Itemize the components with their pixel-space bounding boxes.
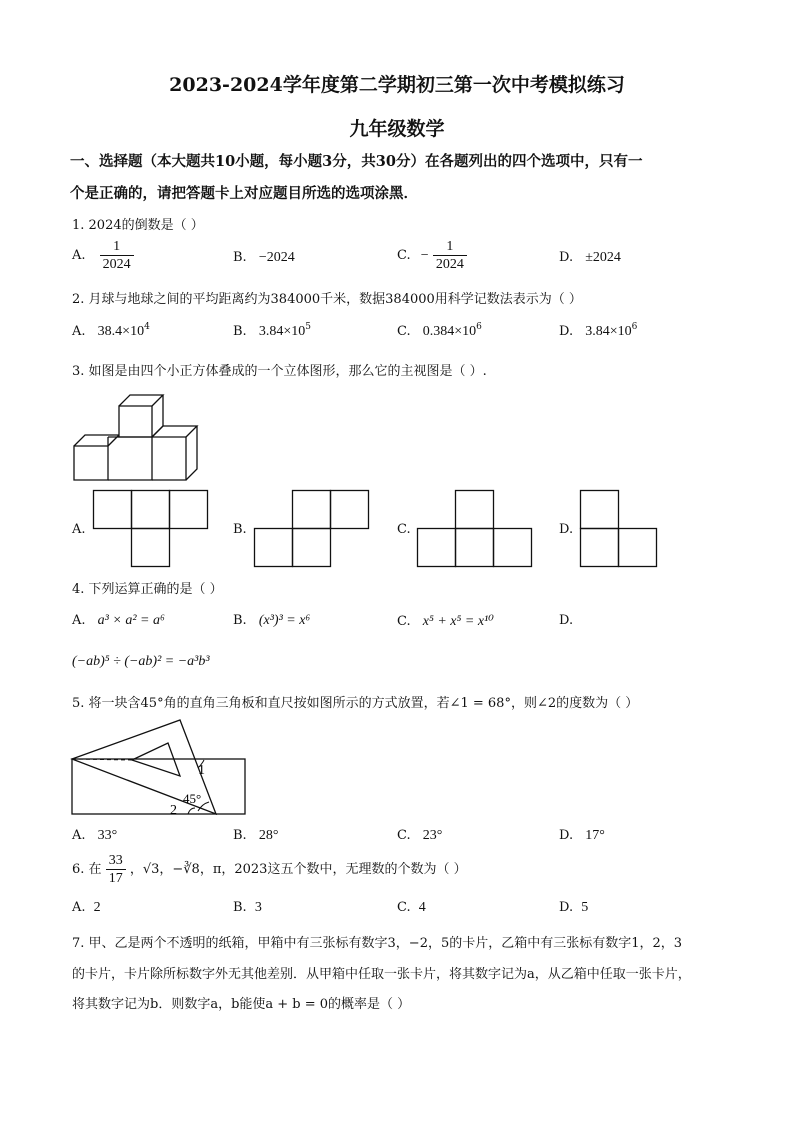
q6-items: ，√3，−∛8，π，2023这五个数中，无理数的个数为（ ） <box>129 862 467 877</box>
section-instructions-line1: 一、选择题（本大题共10小题，每小题3分，共30分）在各题列出的四个选项中，只有一 <box>70 153 643 170</box>
q5-a-label: A. <box>72 828 86 843</box>
q5-b-label: B. <box>233 828 247 843</box>
q5-b-value: 28° <box>258 828 279 843</box>
q6-c-label: C. <box>397 900 411 915</box>
q6-d-value: 5 <box>581 900 589 915</box>
q6-denominator: 17 <box>108 871 123 886</box>
q6-d-label: D. <box>559 900 574 915</box>
q1-c-numerator: 1 <box>433 238 467 256</box>
q1-a-fraction <box>100 238 134 273</box>
q1-c-sign: − <box>420 247 429 263</box>
q2-b-label: B. <box>233 324 247 339</box>
page-subtitle: 九年级数学 <box>349 118 445 140</box>
q5-option-d <box>559 828 605 844</box>
q1-b-value: −2024 <box>258 250 295 265</box>
q5-angle-2-label: 2 <box>170 803 177 818</box>
q3-cube-figure <box>70 388 200 483</box>
q3-stem: 3. 如图是由四个小正方体叠成的一个立体图形，那么它的主视图是（ ）. <box>72 364 487 379</box>
q6-option-c <box>397 900 426 916</box>
q4-c-label: C. <box>397 614 411 629</box>
q6-fraction <box>106 852 126 887</box>
q3-option-c-view <box>417 490 533 568</box>
q3-a-label: A. <box>72 522 86 537</box>
q6-b-label: B. <box>233 900 247 915</box>
page-title: 2023-2024学年度第二学期初三第一次中考模拟练习 <box>169 74 625 96</box>
q5-option-b <box>233 828 278 844</box>
q6-stem <box>72 852 467 887</box>
q2-c-label: C. <box>397 324 411 339</box>
q7-line3: 将其数字记为b．则数字a，b能使a + b = 0的概率是（ ） <box>72 997 411 1012</box>
q1-option-d <box>559 250 621 266</box>
q5-c-value: 23° <box>422 828 443 843</box>
q6-option-d <box>559 900 588 916</box>
q2-b-base: 3.84×10 <box>258 324 306 339</box>
q2-c-base: 0.384×10 <box>422 324 477 339</box>
q1-option-b <box>233 250 295 266</box>
q6-a-label: A. <box>72 900 86 915</box>
q2-option-d <box>559 322 637 340</box>
q1-c-fraction <box>433 238 467 273</box>
q5-stem: 5. 将一块含45°角的直角三角板和直尺按如图所示的方式放置，若∠1 = 68°，则∠2的度数为（ ） <box>72 696 639 711</box>
q1-d-value: ±2024 <box>585 250 621 265</box>
q5-c-label: C. <box>397 828 411 843</box>
q5-triangle-ruler-figure <box>70 718 248 818</box>
q4-d-expression: (−ab)⁵ ÷ (−ab)² = −a³b³ <box>72 654 210 669</box>
q3-d-label: D. <box>559 522 574 537</box>
q1-b-label: B. <box>233 250 247 265</box>
q3-option-b-view <box>254 490 370 568</box>
q1-c-label: C. <box>397 248 411 263</box>
q4-a-expression: a³ × a² = a⁶ <box>97 613 165 628</box>
q1-option-a <box>72 238 134 273</box>
q4-option-a <box>72 613 165 629</box>
q1-a-denominator: 2024 <box>102 257 131 272</box>
q2-d-label: D. <box>559 324 574 339</box>
q6-c-value: 4 <box>418 900 426 915</box>
q2-option-b <box>233 322 311 340</box>
q2-option-a <box>72 322 150 340</box>
q5-d-value: 17° <box>585 828 605 843</box>
q1-c-denominator: 2024 <box>435 257 464 272</box>
q7-line1: 7. 甲、乙是两个不透明的纸箱，甲箱中有三张标有数字3，−2，5的卡片，乙箱中有三张标有数字1，2，3 <box>72 936 683 951</box>
q5-a-value: 33° <box>97 828 118 843</box>
q6-numerator: 33 <box>106 852 126 870</box>
q6-option-a <box>72 900 101 916</box>
q2-option-c <box>397 322 482 340</box>
q6-option-b <box>233 900 262 916</box>
q3-option-a-view <box>93 490 209 568</box>
q1-option-c <box>397 238 467 273</box>
q1-stem: 1. 2024的倒数是（ ） <box>72 218 204 233</box>
q5-d-label: D. <box>559 828 574 843</box>
q4-stem: 4. 下列运算正确的是（ ） <box>72 582 223 597</box>
q5-option-a <box>72 828 117 844</box>
section-instructions-line2: 个是正确的，请把答题卡上对应题目所选的选项涂黑． <box>70 185 418 202</box>
q6-b-value: 3 <box>254 900 262 915</box>
q4-c-expression: x⁵ + x⁵ = x¹⁰ <box>422 614 494 629</box>
q2-a-base: 38.4×10 <box>97 324 145 339</box>
q2-a-label: A. <box>72 324 86 339</box>
q4-option-b <box>233 613 310 629</box>
q4-b-expression: (x³)³ = x⁶ <box>258 613 311 628</box>
q3-b-label: B. <box>233 522 247 537</box>
q5-angle-45-label: 45° <box>183 791 202 806</box>
q2-c-exponent: 6 <box>476 322 482 332</box>
q3-option-d-view <box>580 490 658 568</box>
q4-option-c <box>397 613 494 630</box>
q2-d-exponent: 6 <box>631 322 638 332</box>
q3-c-label: C. <box>397 522 411 537</box>
q4-a-label: A. <box>72 613 86 628</box>
q1-a-numerator: 1 <box>100 238 134 256</box>
q2-stem: 2. 月球与地球之间的平均距离约为384000千米，数据384000用科学记数法表示为（ ） <box>72 292 582 307</box>
q2-b-exponent: 5 <box>305 322 311 332</box>
q4-d-label: D. <box>559 613 574 628</box>
q5-option-c <box>397 828 442 844</box>
q6-a-value: 2 <box>93 900 101 915</box>
q1-a-label: A. <box>72 248 86 263</box>
q2-d-base: 3.84×10 <box>585 324 632 339</box>
q6-prefix: 6. 在 <box>72 862 102 877</box>
q4-b-label: B. <box>233 613 247 628</box>
q7-line2: 的卡片，卡片除所标数字外无其他差别．从甲箱中任取一张卡片，将其数字记为a，从乙箱中任取一张卡片， <box>72 967 691 982</box>
q5-angle-1-label: 1 <box>198 763 205 778</box>
q1-d-label: D. <box>559 250 574 265</box>
q2-a-exponent: 4 <box>144 322 150 332</box>
